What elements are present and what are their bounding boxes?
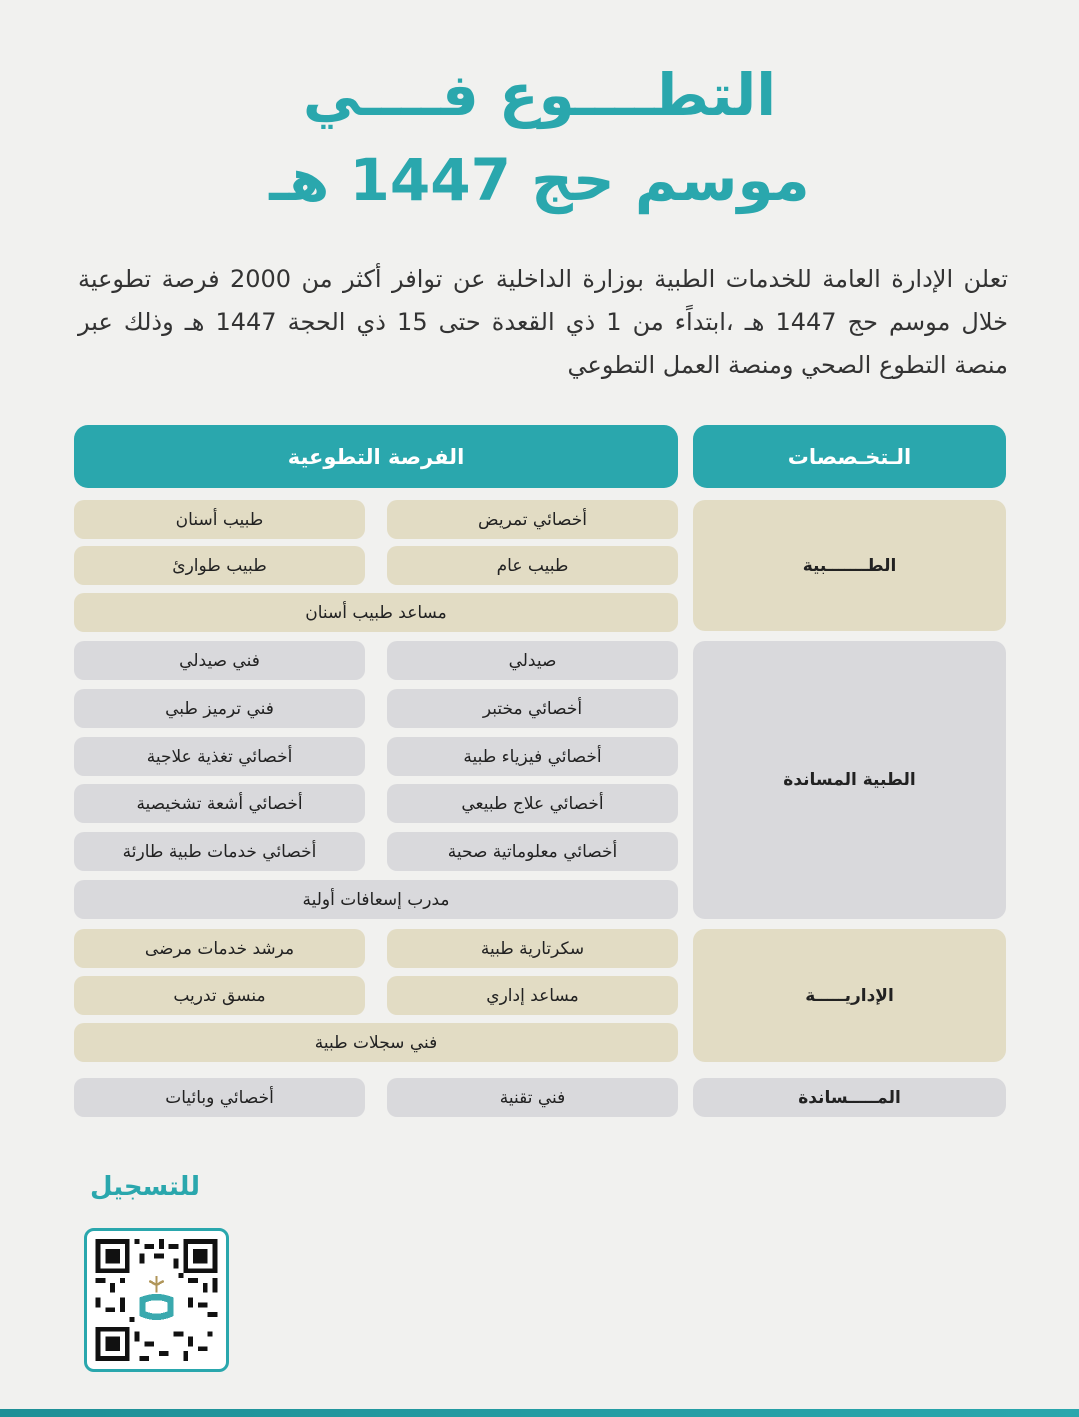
opportunity-emergency-medical-services: أخصائي خدمات طبية طارئة (74, 832, 365, 871)
opportunity-emergency-physician: طبيب طوارئ (74, 546, 365, 585)
register-label: للتسجيل (90, 1172, 201, 1202)
category-support: المـــــساندة (693, 1078, 1006, 1117)
opportunity-clinical-nutrition: أخصائي تغذية علاجية (74, 737, 365, 776)
opportunity-lab-specialist: أخصائي مختبر (387, 689, 678, 728)
opportunity-nursing-specialist: أخصائي تمريض (387, 500, 678, 539)
opportunity-first-aid-trainer: مدرب إسعافات أولية (74, 880, 678, 919)
qr-code-icon (95, 1239, 218, 1361)
opportunity-training-coordinator: منسق تدريب (74, 976, 365, 1015)
title-line-2: موسم حج 1447 هـ (269, 146, 810, 214)
header-specialties: الـتخـصصات (693, 425, 1006, 488)
opportunity-epidemiologist: أخصائي وبائيات (74, 1078, 365, 1117)
opportunity-medical-coding-tech: فني ترميز طبي (74, 689, 365, 728)
opportunity-medical-records-tech: فني سجلات طبية (74, 1023, 678, 1062)
category-allied-health: الطبية المساندة (693, 641, 1006, 919)
opportunity-dentist: طبيب أسنان (74, 500, 365, 539)
opportunity-physiotherapy: أخصائي علاج طبيعي (387, 784, 678, 823)
intro-paragraph: تعلن الإدارة العامة للخدمات الطبية بوزارة الداخلية عن توافر أكثر من 2000 فرصة تطوعية خلال موسم حج 1447 هـ ،ابتداًء من 1 ذي القعدة حتى 15 ذي الحجة 1447 هـ وذلك عبر منصة التطوع الصحي ومنصة العمل التطوعي (78, 265, 1008, 379)
opportunity-it-technician: فني تقنية (387, 1078, 678, 1117)
title-line-1: التطــــوع فــــي (302, 61, 777, 129)
bottom-accent-bar (0, 1409, 1079, 1417)
category-administrative: الإداريـــــة (693, 929, 1006, 1062)
registration-qr-code[interactable] (84, 1228, 229, 1372)
opportunity-pharmacist: صيدلي (387, 641, 678, 680)
opportunity-pharmacy-technician: فني صيدلي (74, 641, 365, 680)
opportunity-diagnostic-radiology: أخصائي أشعة تشخيصية (74, 784, 365, 823)
opportunity-admin-assistant: مساعد إداري (387, 976, 678, 1015)
opportunity-health-informatics: أخصائي معلوماتية صحية (387, 832, 678, 871)
opportunity-general-physician: طبيب عام (387, 546, 678, 585)
opportunity-dental-assistant: مساعد طبيب أسنان (74, 593, 678, 632)
opportunity-medical-secretary: سكرتارية طبية (387, 929, 678, 968)
opportunity-patient-services-guide: مرشد خدمات مرضى (74, 929, 365, 968)
category-medical: الطـــــــبية (693, 500, 1006, 631)
header-opportunity: الفرصة التطوعية (74, 425, 678, 488)
opportunity-medical-physics: أخصائي فيزياء طبية (387, 737, 678, 776)
